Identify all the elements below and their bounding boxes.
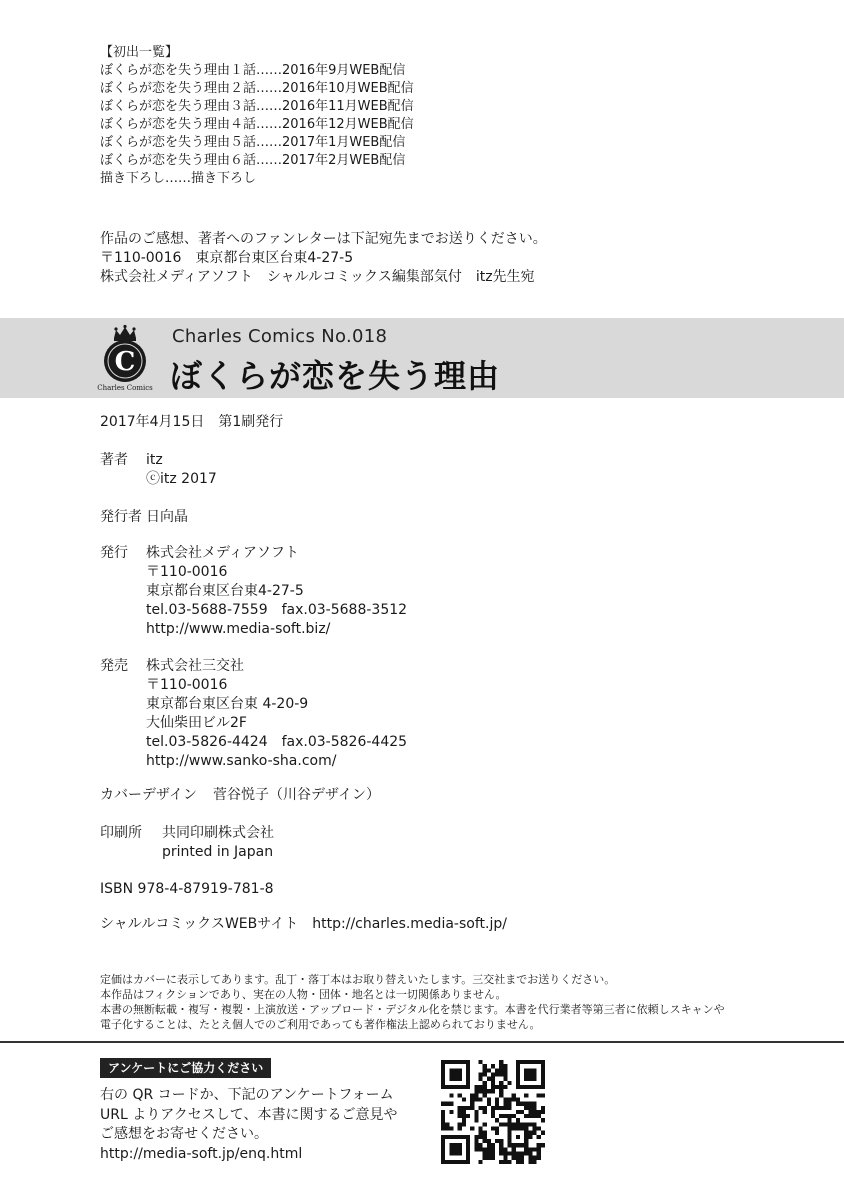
copyright: ⓒitz 2017 [146, 471, 217, 487]
issuer-line: 東京都台東区台東4-27-5 [146, 583, 304, 599]
list-item: ぼくらが恋を失う理由５話……2017年1月WEB配信 [100, 135, 406, 150]
logo-caption: Charles Comics [97, 384, 153, 392]
issuer-url[interactable]: http://www.media-soft.biz/ [146, 621, 331, 637]
survey-url[interactable]: http://media-soft.jp/enq.html [100, 1145, 303, 1162]
qr-code[interactable] [441, 1060, 545, 1164]
list-item: ぼくらが恋を失う理由４話……2016年12月WEB配信 [100, 117, 414, 132]
publisher-person: 日向晶 [146, 509, 188, 525]
issuer-label: 発行 [100, 545, 128, 561]
printer-label: 印刷所 [100, 825, 142, 841]
fan-letter-line: 作品のご感想、著者へのファンレターは下記宛先までお送りください。 [100, 231, 547, 247]
survey-text [100, 1086, 398, 1164]
notice-line: 本書の無断転載・複写・複製・上演放送・アップロード・デジタル化を禁じます。本書を代行業者等第三者に依頼しスキャンや [100, 1003, 725, 1016]
list-item: ぼくらが恋を失う理由６話……2017年2月WEB配信 [100, 153, 406, 168]
author-label: 著者 [100, 452, 128, 468]
list-item: ぼくらが恋を失う理由１話……2016年9月WEB配信 [100, 63, 406, 78]
fan-letter-line: 〒110-0016 東京都台東区台東4-27-5 [100, 250, 354, 266]
issuer-line: tel.03-5688-7559 fax.03-5688-3512 [146, 602, 408, 618]
logo-letter: C [114, 347, 136, 377]
cover-design-row [100, 786, 380, 805]
website-row [100, 915, 507, 934]
issuer-block [146, 544, 407, 639]
author-row [100, 451, 163, 470]
seller-line: 大仙柴田ビル2F [146, 715, 247, 731]
printer-row [100, 824, 274, 843]
survey-line: ご感想をお寄せください。 [100, 1126, 268, 1142]
author-name: itz [146, 452, 163, 468]
list-item: ぼくらが恋を失う理由２話……2016年10月WEB配信 [100, 81, 414, 96]
book-title: ぼくらが恋を失う理由 [170, 357, 501, 395]
list-item: 描き下ろし……描き下ろし [100, 171, 257, 186]
survey-badge: アンケートにご協力ください [100, 1058, 271, 1078]
issuer-line: 株式会社メディアソフト [146, 545, 299, 561]
seller-line: tel.03-5826-4424 fax.03-5826-4425 [146, 734, 408, 750]
printer: 共同印刷株式会社 [162, 825, 274, 841]
seller-label: 発売 [100, 658, 128, 674]
notice-line: 定価はカバーに表示してあります。乱丁・落丁本はお取り替えいたします。三交社までお送りください。 [100, 973, 616, 986]
isbn: ISBN 978-4-87919-781-8 [100, 881, 274, 897]
qr-code-icon [441, 1060, 545, 1164]
crown-logo-icon [94, 324, 156, 392]
seller-block [146, 657, 407, 771]
fan-letter-address [100, 230, 547, 287]
seller-line: 〒110-0016 [146, 677, 228, 693]
notice-line: 本作品はフィクションであり、実在の人物・団体・地名とは一切関係ありません。 [100, 988, 507, 1001]
legal-notices [100, 972, 725, 1032]
seller-url[interactable]: http://www.sanko-sha.com/ [146, 753, 337, 769]
first-publication-list [100, 44, 414, 188]
first-publication-heading: 【初出一覧】 [100, 45, 179, 60]
issuer-line: 〒110-0016 [146, 564, 228, 580]
website-label: シャルルコミックスWEBサイト [100, 916, 299, 932]
divider [0, 1041, 844, 1043]
website-url[interactable]: http://charles.media-soft.jp/ [312, 916, 507, 932]
cover-design-label: カバーデザイン [100, 787, 198, 803]
cover-design: 菅谷悦子（川谷デザイン） [213, 787, 381, 803]
seller-line: 東京都台東区台東 4-20-9 [146, 696, 309, 712]
survey-line: URL よりアクセスして、本書に関するご意見や [100, 1106, 398, 1123]
publisher-person-label: 発行者 [100, 509, 142, 525]
notice-line: 電子化することは、たとえ個人でのご利用であっても著作権法上認められておりません。 [100, 1018, 541, 1031]
publisher-person-row [100, 508, 188, 527]
list-item: ぼくらが恋を失う理由３話……2016年11月WEB配信 [100, 99, 414, 114]
survey-line: 右の QR コードか、下記のアンケートフォーム [100, 1087, 394, 1103]
seller-line: 株式会社三交社 [146, 658, 244, 674]
fan-letter-line: 株式会社メディアソフト シャルルコミックス編集部気付 itz先生宛 [100, 269, 535, 285]
charles-comics-logo [94, 324, 156, 392]
issue-date: 2017年4月15日 第1刷発行 [100, 414, 284, 430]
series-label: Charles Comics No.018 [172, 326, 388, 347]
printed-in: printed in Japan [162, 844, 274, 860]
